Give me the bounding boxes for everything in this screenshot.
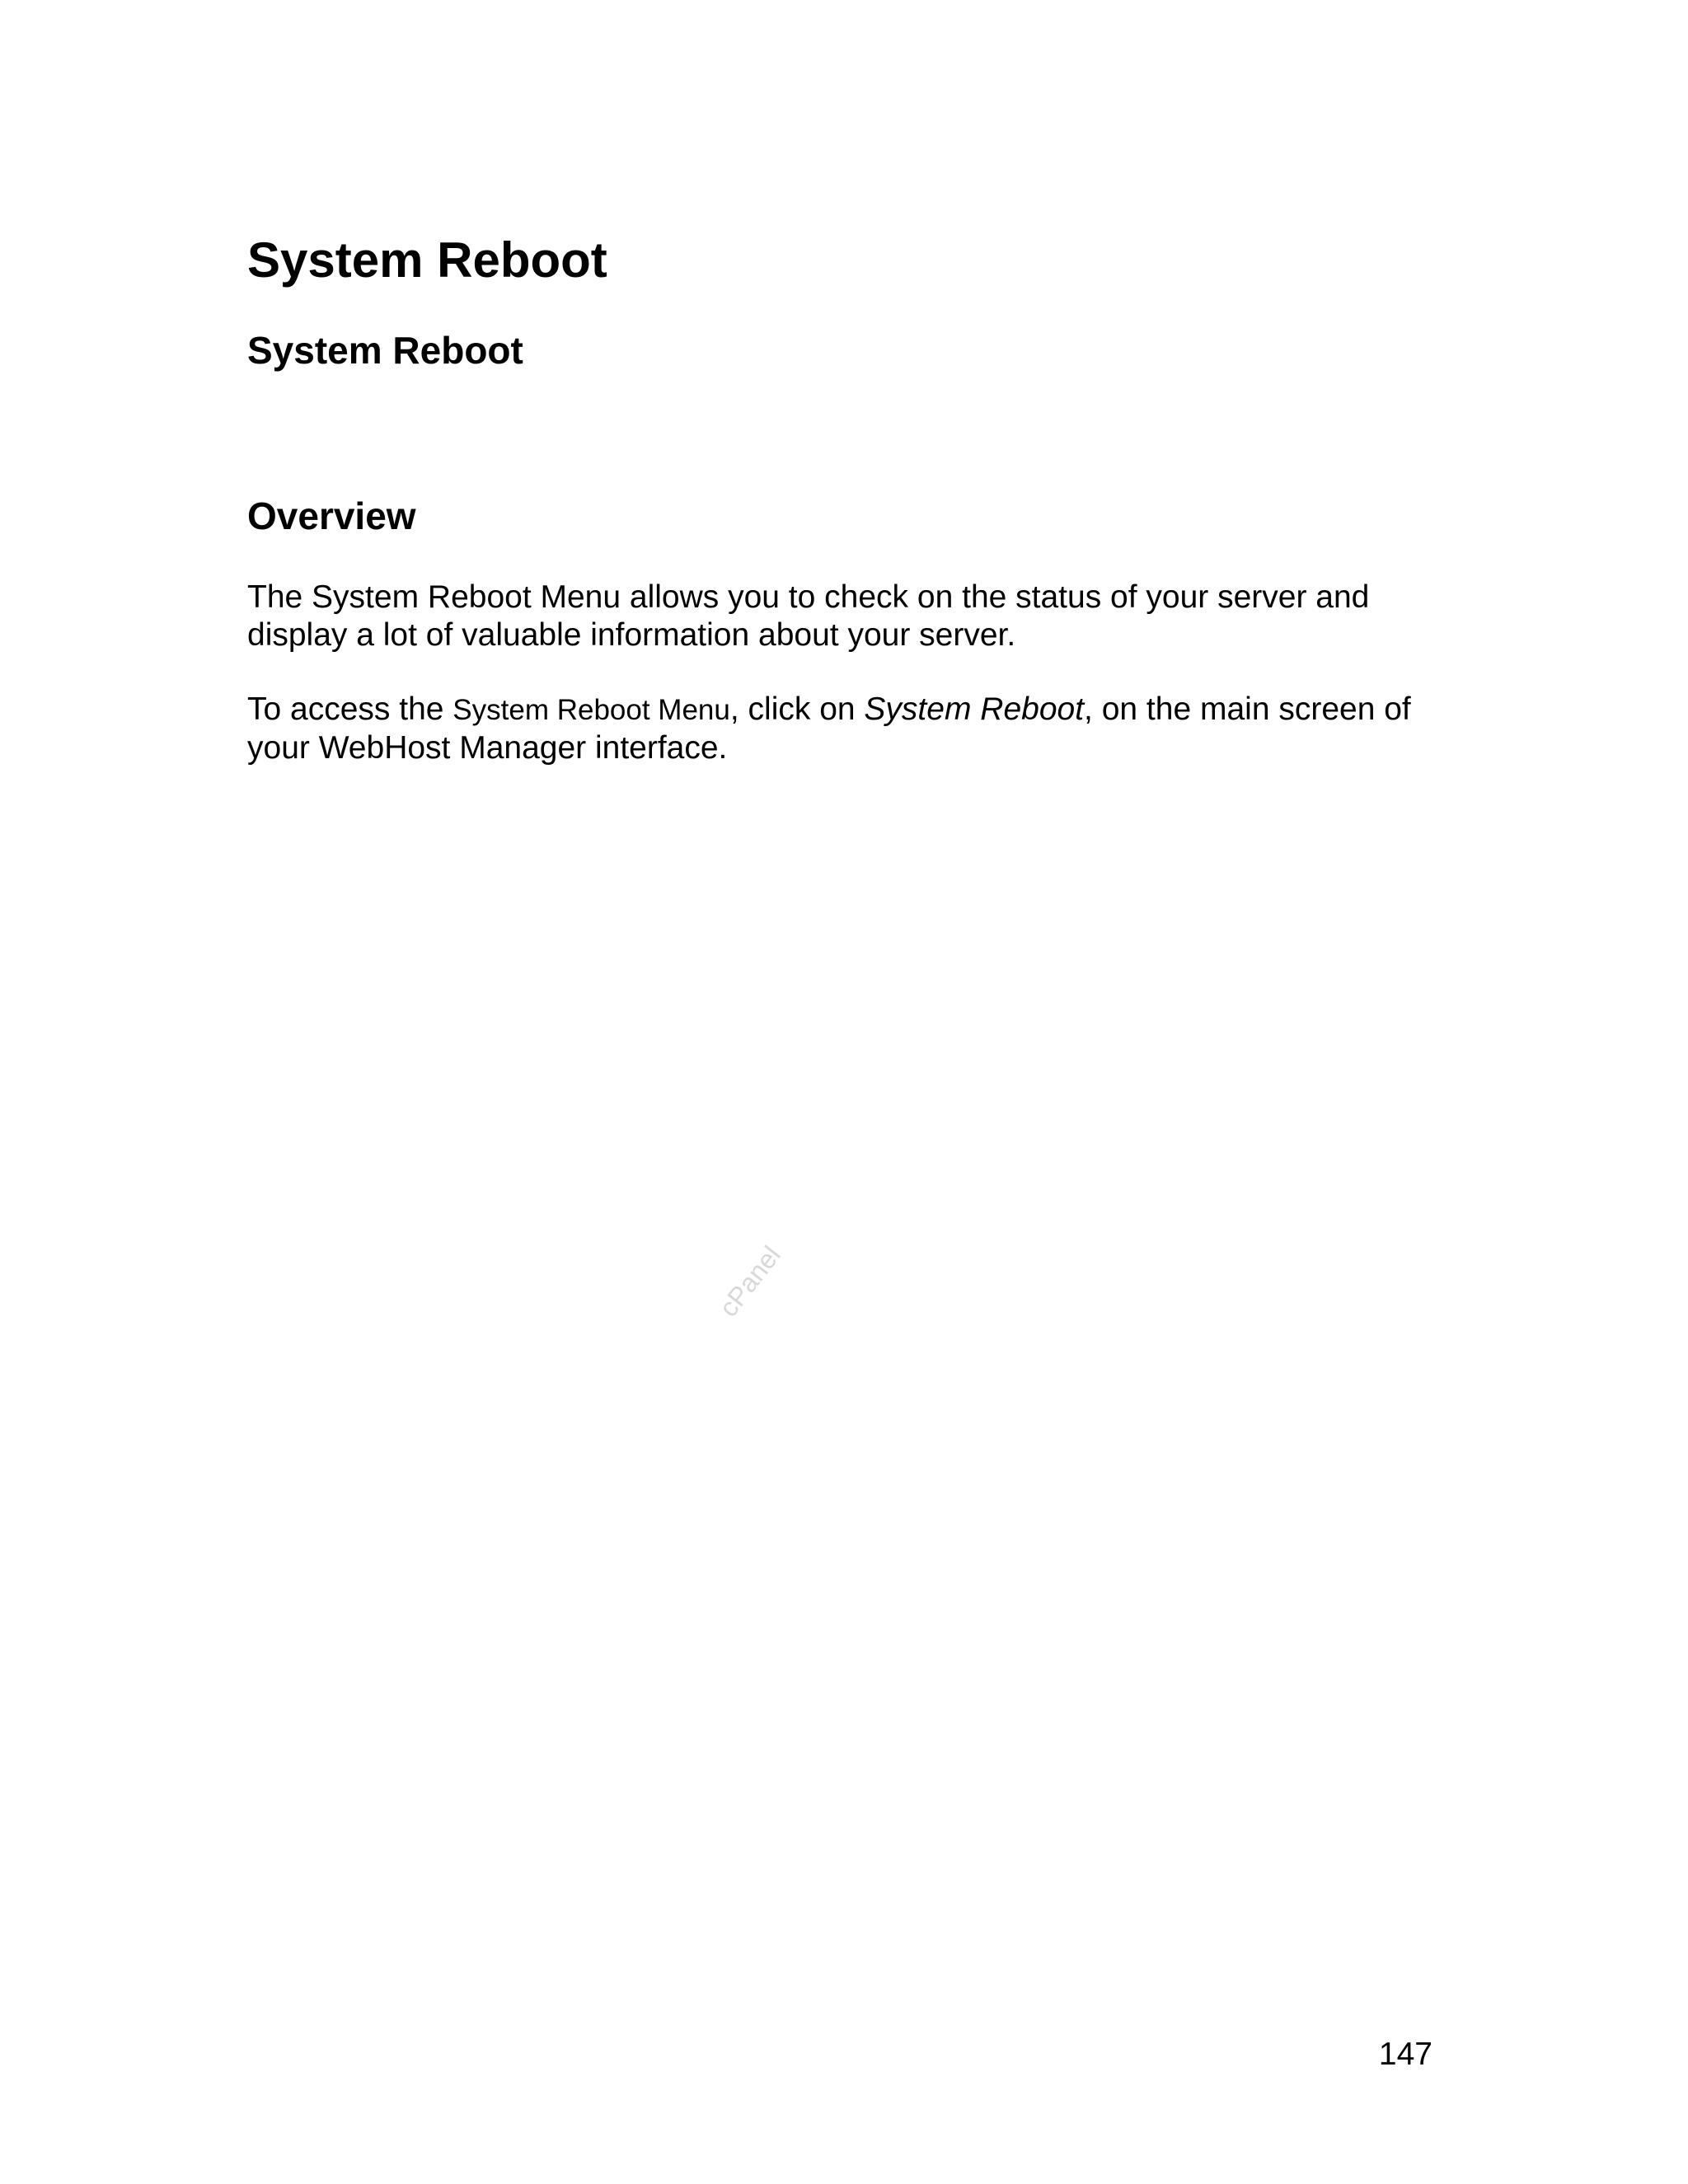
page-number: 147: [1378, 2036, 1432, 2072]
access-text-part2: , click on: [729, 691, 865, 727]
menu-link-term: System Reboot: [864, 691, 1085, 727]
access-text-part3: , on the main screen of your WebHost Manager interface.: [247, 691, 1411, 766]
page-subtitle: System Reboot: [247, 329, 523, 372]
overview-paragraph: The System Reboot Menu allows you to check on the status of your server and display a lot of valuable information about your server.: [247, 579, 1370, 653]
access-paragraph: [247, 691, 1442, 767]
section-heading-overview: Overview: [247, 494, 416, 537]
access-text-part1: To access the: [247, 691, 453, 727]
menu-term: System Reboot Menu: [452, 694, 730, 726]
cpanel-watermark: cPanel: [713, 1240, 787, 1323]
page-title: System Reboot: [247, 232, 607, 288]
